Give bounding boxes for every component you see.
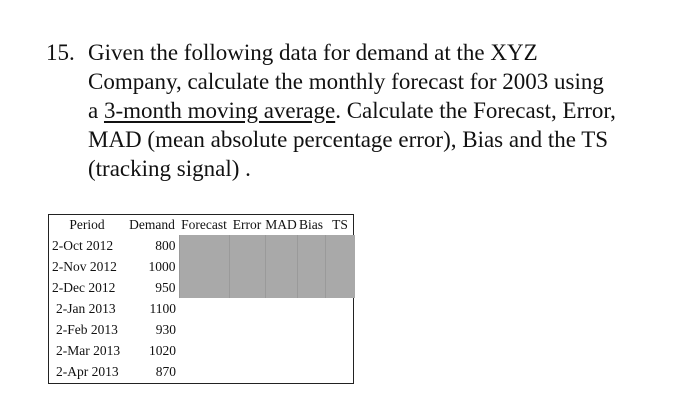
header-forecast: Forecast xyxy=(181,217,227,232)
question-number: 15. xyxy=(46,40,75,65)
cell-forecast-empty xyxy=(179,319,229,340)
cell-mad-empty xyxy=(265,340,297,361)
cell-period: 2-Nov 2012 xyxy=(52,258,117,274)
table-row xyxy=(49,361,355,382)
table-body xyxy=(49,235,355,382)
table-row xyxy=(49,319,355,340)
cell-forecast-empty xyxy=(179,340,229,361)
question-line-3-suffix: . Calculate the Forecast, Error, xyxy=(335,98,616,123)
question-line-1 xyxy=(46,38,656,67)
cell-error-empty xyxy=(229,340,265,361)
cell-mad-empty xyxy=(265,319,297,340)
cell-error-empty xyxy=(229,361,265,382)
cell-error-shaded xyxy=(229,277,265,298)
cell-ts-empty xyxy=(325,340,355,361)
table-row xyxy=(49,298,355,319)
cell-period: 2-Oct 2012 xyxy=(52,237,114,253)
table-row xyxy=(49,277,355,298)
cell-ts-empty xyxy=(325,298,355,319)
demand-table xyxy=(48,214,354,384)
cell-forecast-shaded xyxy=(179,256,229,277)
demand-table-grid xyxy=(49,215,355,382)
question-line-4-content: MAD (mean absolute percentage error), Bias and the TS xyxy=(88,127,609,152)
cell-bias-empty xyxy=(297,361,325,382)
cell-ts-shaded xyxy=(325,256,355,277)
cell-demand: 1020 xyxy=(149,342,176,358)
header-ts: TS xyxy=(332,217,348,232)
cell-demand: 800 xyxy=(155,237,176,253)
header-mad: MAD xyxy=(265,217,297,232)
cell-bias-shaded xyxy=(297,256,325,277)
question-line-3-prefix: a xyxy=(88,98,104,123)
cell-period: 2-Apr 2013 xyxy=(56,363,119,379)
underlined-method: 3-month moving average xyxy=(103,98,336,123)
header-demand: Demand xyxy=(129,217,175,232)
cell-bias-shaded xyxy=(297,235,325,256)
table-row xyxy=(49,256,355,277)
cell-mad-shaded xyxy=(265,256,297,277)
cell-demand: 870 xyxy=(155,363,176,379)
question-line-5 xyxy=(46,154,656,183)
header-period: Period xyxy=(69,217,105,232)
cell-demand: 1100 xyxy=(149,300,176,316)
cell-ts-empty xyxy=(325,319,355,340)
cell-demand: 1000 xyxy=(148,258,176,274)
cell-ts-shaded xyxy=(325,277,355,298)
question-line-5-content: (tracking signal) . xyxy=(88,156,251,181)
table-row xyxy=(49,340,355,361)
question-line-1-text xyxy=(88,38,656,67)
cell-error-shaded xyxy=(229,256,265,277)
cell-bias-shaded xyxy=(297,277,325,298)
cell-period: 2-Dec 2012 xyxy=(52,279,116,295)
cell-ts-empty xyxy=(325,361,355,382)
cell-forecast-empty xyxy=(179,298,229,319)
cell-error-empty xyxy=(229,319,265,340)
table-header-row xyxy=(49,215,355,235)
question-text xyxy=(46,38,656,183)
cell-mad-shaded xyxy=(265,277,297,298)
question-line-4 xyxy=(46,125,656,154)
question-line-1-content: Given the following data for demand at the XYZ xyxy=(88,40,538,65)
cell-bias-empty xyxy=(297,298,325,319)
cell-forecast-empty xyxy=(179,361,229,382)
cell-ts-shaded xyxy=(325,235,355,256)
cell-demand: 950 xyxy=(155,279,176,295)
cell-mad-empty xyxy=(265,298,297,319)
question-line-3 xyxy=(46,96,656,125)
cell-bias-empty xyxy=(297,319,325,340)
cell-error-shaded xyxy=(229,235,265,256)
cell-period: 2-Feb 2013 xyxy=(56,321,118,337)
cell-period: 2-Mar 2013 xyxy=(56,342,121,358)
header-bias: Bias xyxy=(298,217,323,232)
cell-bias-empty xyxy=(297,340,325,361)
cell-demand: 930 xyxy=(155,321,176,337)
header-error: Error xyxy=(232,217,262,232)
table-row xyxy=(49,235,355,256)
question-line-2 xyxy=(46,67,656,96)
cell-mad-empty xyxy=(265,361,297,382)
cell-forecast-shaded xyxy=(179,235,229,256)
cell-mad-shaded xyxy=(265,235,297,256)
cell-error-empty xyxy=(229,298,265,319)
cell-forecast-shaded xyxy=(179,277,229,298)
question-line-2-content: Company, calculate the monthly forecast for 2003 using xyxy=(88,69,604,94)
cell-period: 2-Jan 2013 xyxy=(56,300,116,316)
